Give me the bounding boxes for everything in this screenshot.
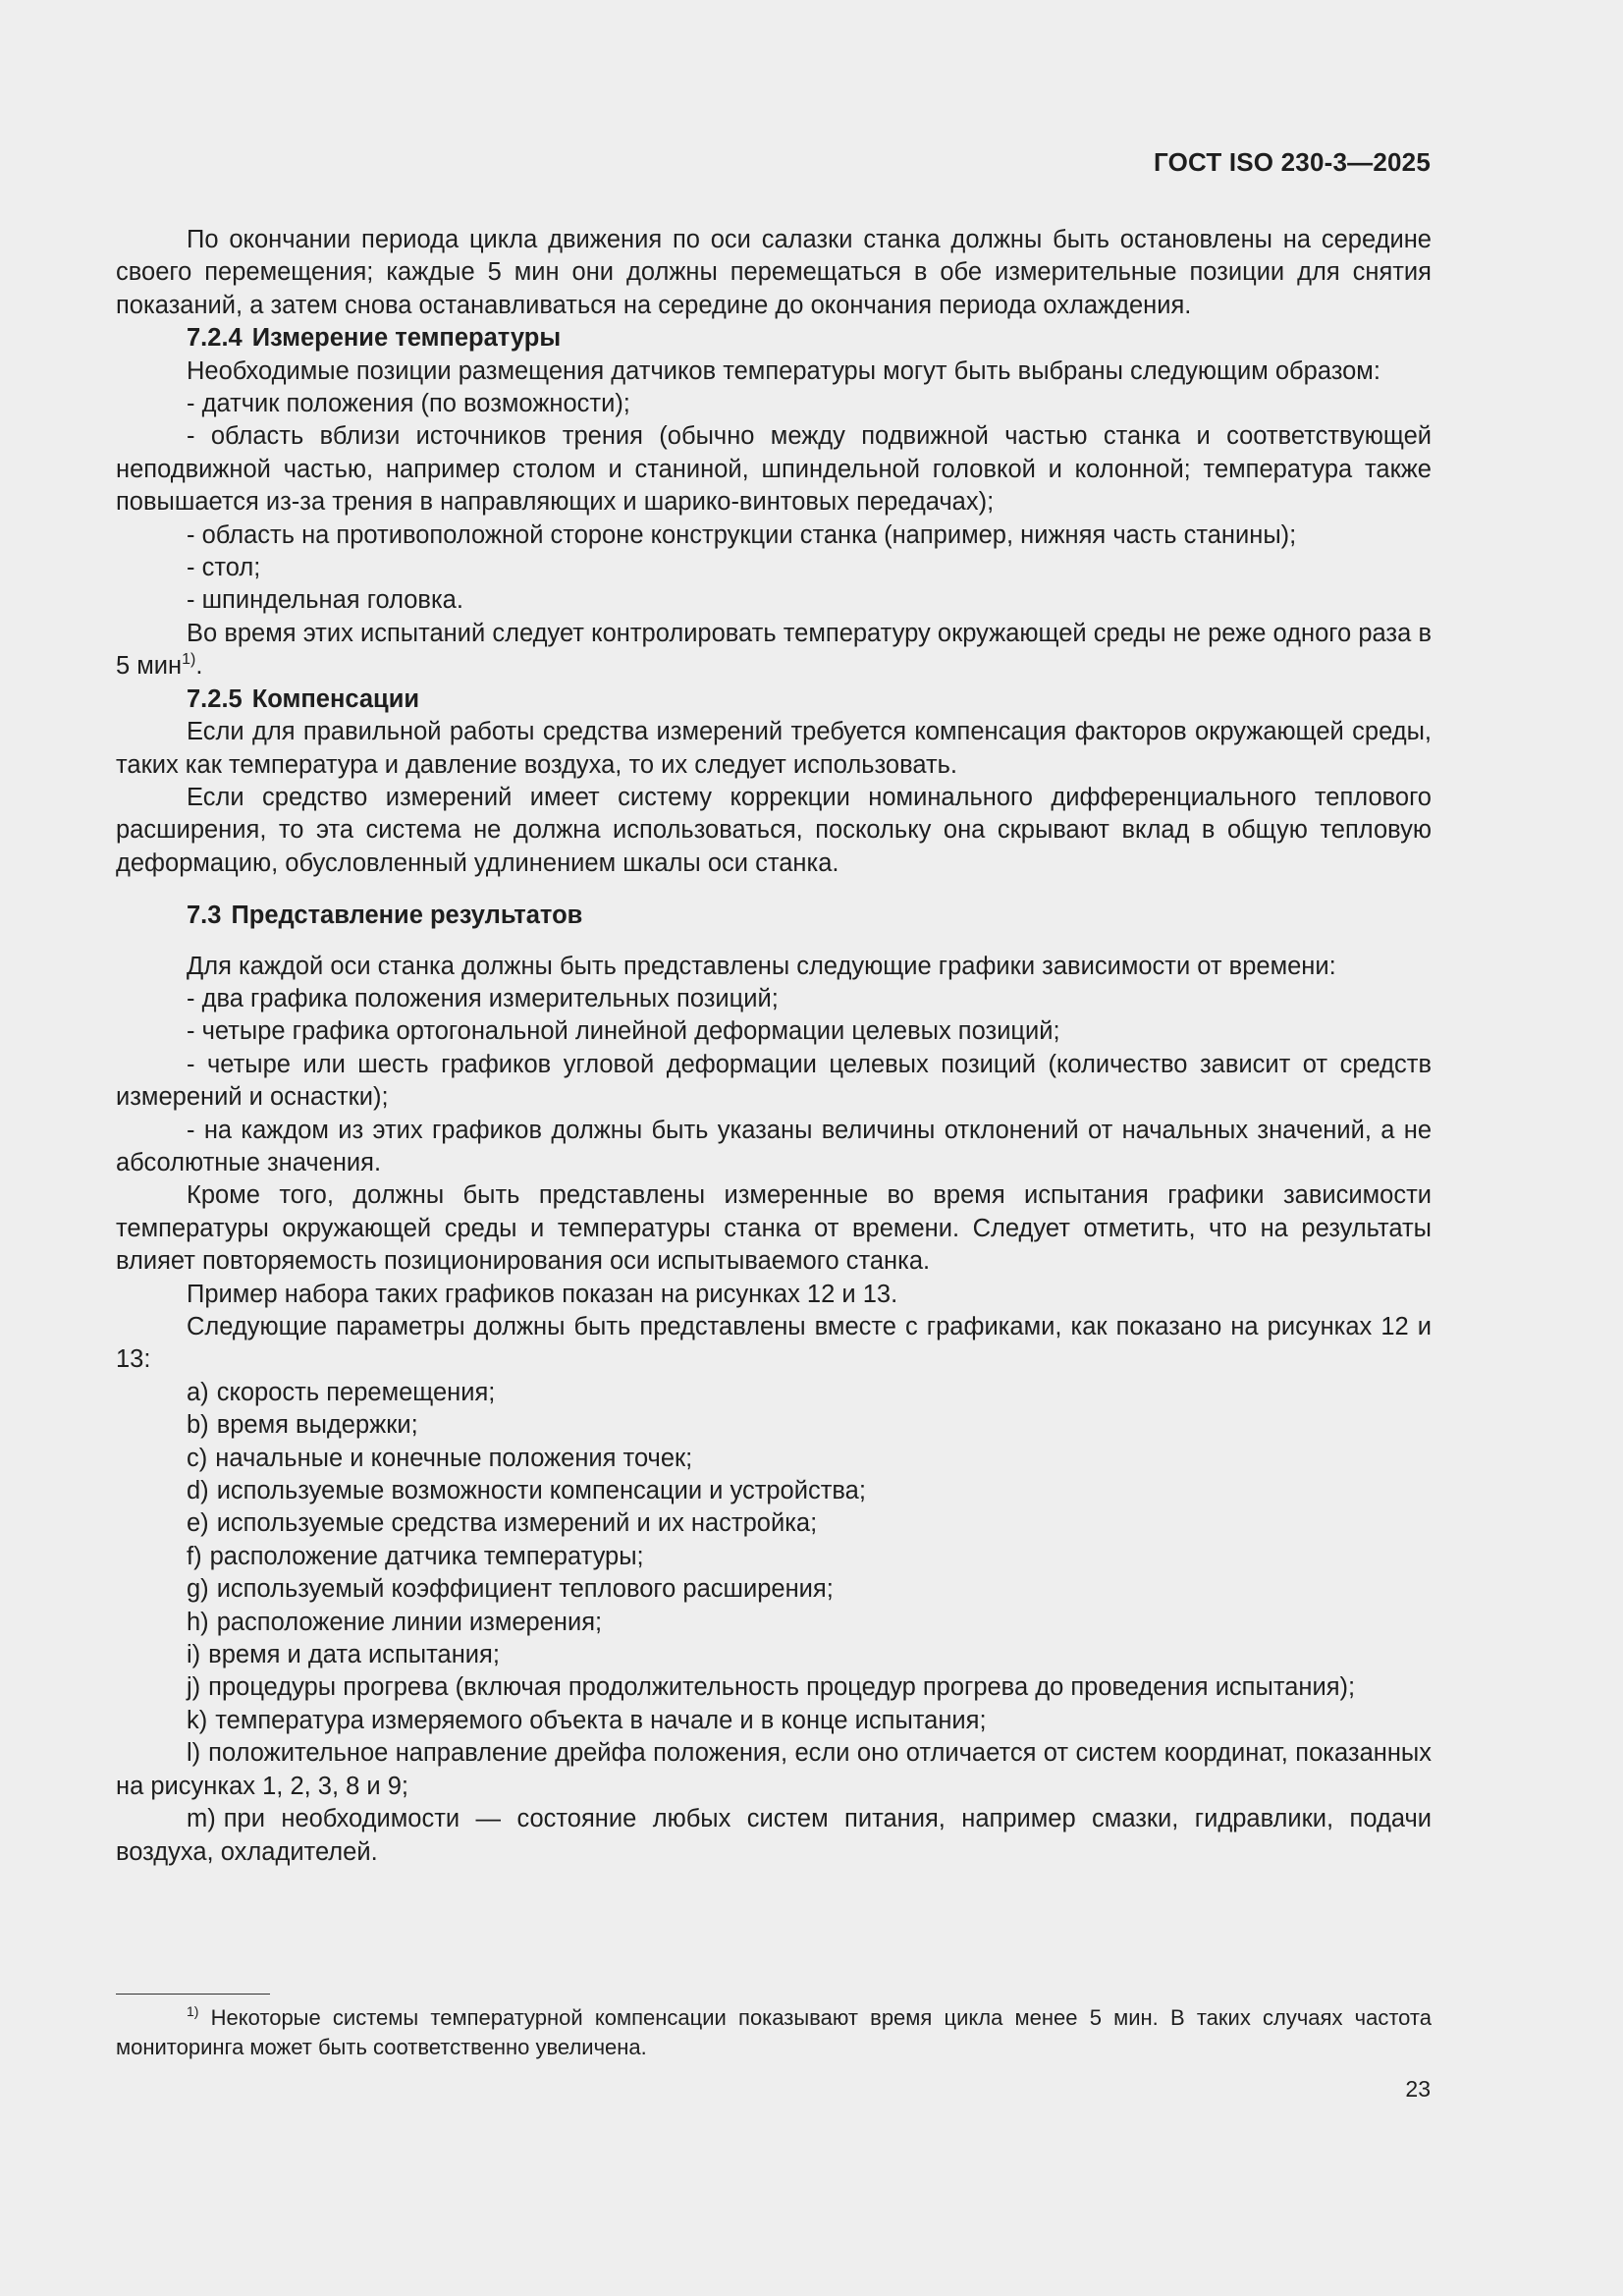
list-item: - четыре или шесть графиков угловой деформации целевых позиций (количество зависит от средств измерений и оснастки); <box>116 1050 1432 1112</box>
param-item <box>116 1573 1432 1606</box>
param-item <box>116 1443 1432 1475</box>
footnote-ref[interactable]: 1) <box>182 651 196 669</box>
param-text: температура измеряемого объекта в начале и в конце испытания; <box>215 1706 987 1734</box>
footnote-text: Некоторые системы температурной компенсации показывают время цикла менее 5 мин. В таких случаях частота мониторинга может быть соответственно увеличена. <box>116 2005 1432 2059</box>
paragraph-params-intro: Следующие параметры должны быть представлены вместе с графиками, как показано на рисунках 12 и 13: <box>116 1313 1432 1374</box>
paragraph-graphs-intro: Для каждой оси станка должны быть представлены следующие графики зависимости от времени: <box>187 952 1336 980</box>
footnote-marker: 1) <box>187 2003 199 2019</box>
param-text: положительное направление дрейфа положения, если оно отличается от систем координат, показанных на рисунках 1, 2, 3, 8 и 9; <box>116 1739 1432 1800</box>
param-marker: c) <box>187 1444 208 1472</box>
param-item <box>116 1409 1432 1442</box>
section-heading-7-2-4 <box>116 322 1432 355</box>
param-item <box>116 1607 1432 1639</box>
footnote-divider <box>116 1994 270 1995</box>
list-item: - датчик положения (по возможности); <box>187 390 630 418</box>
param-item <box>116 1541 1432 1573</box>
param-text: время и дата испытания; <box>208 1641 500 1669</box>
param-item <box>116 1737 1432 1803</box>
param-marker: a) <box>187 1378 209 1406</box>
paragraph-positions-intro: Необходимые позиции размещения датчиков температуры могут быть выбраны следующим образом: <box>187 356 1380 385</box>
page-number: 23 <box>1405 2076 1431 2102</box>
section-title: Компенсации <box>251 684 420 713</box>
main-text <box>116 224 1432 1869</box>
param-marker: i) <box>187 1641 201 1669</box>
param-marker: g) <box>187 1575 209 1604</box>
param-text: начальные и конечные положения точек; <box>215 1444 693 1472</box>
list-item: - стол; <box>187 554 261 582</box>
paragraph-monitor-end: . <box>195 652 203 681</box>
paragraph-compensation-1: Если для правильной работы средства измерений требуется компенсация факторов окружающей среды, таких как температура и давление воздуха, то их следует использовать. <box>116 718 1432 779</box>
param-marker: f) <box>187 1542 202 1570</box>
param-text: время выдержки; <box>216 1411 418 1440</box>
param-item <box>116 1475 1432 1507</box>
param-marker: d) <box>187 1477 209 1505</box>
param-marker: e) <box>187 1509 209 1538</box>
param-text: используемые возможности компенсации и устройства; <box>216 1477 866 1505</box>
paragraph-example: Пример набора таких графиков показан на рисунках 12 и 13. <box>187 1280 898 1308</box>
param-marker: j) <box>187 1673 201 1702</box>
section-title: Представление результатов <box>231 902 583 930</box>
param-marker: l) <box>187 1739 201 1768</box>
document-header-id: ГОСТ ISO 230-3—2025 <box>1153 147 1431 177</box>
param-marker: b) <box>187 1411 209 1440</box>
list-item: - два графика положения измерительных позиций; <box>187 984 779 1012</box>
param-item <box>116 1803 1432 1869</box>
paragraph-monitor-text: Во время этих испытаний следует контролировать температуру окружающей среды не реже одного раза в 5 мин <box>116 619 1432 681</box>
param-text: расположение датчика температуры; <box>209 1542 644 1570</box>
section-number: 7.3 <box>187 902 222 930</box>
param-text: при необходимости — состояние любых систем питания, например смазки, гидравлики, подачи воздуха, охладителей. <box>116 1805 1432 1866</box>
section-number: 7.2.4 <box>187 324 243 353</box>
section-heading-7-3 <box>116 900 1432 932</box>
param-text: используемый коэффициент теплового расширения; <box>216 1575 834 1604</box>
param-marker: m) <box>187 1805 216 1833</box>
param-item <box>116 1671 1432 1704</box>
param-marker: k) <box>187 1706 208 1734</box>
footnote <box>116 2003 1432 2062</box>
param-text: процедуры прогрева (включая продолжительность процедур прогрева до проведения испытания); <box>208 1673 1356 1702</box>
param-item <box>116 1507 1432 1540</box>
paragraph-compensation-2: Если средство измерений имеет систему коррекции номинального дифференциального теплового расширения, то эта система не должна использоваться, поскольку она скрывают вклад в общую тепловую деформацию, обусловленный удлинением шкалы оси станка. <box>116 783 1432 877</box>
list-item: - область вблизи источников трения (обычно между подвижной частью станка и соответствующей неподвижной частью, например столом и станиной, шпиндельной головкой и колонной; температура также повышается из-за трения в направляющих и шарико-винтовых передачах); <box>116 422 1432 517</box>
list-item: - шпиндельная головка. <box>187 586 463 615</box>
list-item: - четыре графика ортогональной линейной деформации целевых позиций; <box>187 1017 1060 1046</box>
param-item <box>116 1377 1432 1409</box>
section-title: Измерение температуры <box>251 324 562 353</box>
param-item <box>116 1705 1432 1737</box>
section-number: 7.2.5 <box>187 684 243 713</box>
param-text: скорость перемещения; <box>216 1378 496 1406</box>
list-item: - на каждом из этих графиков должны быть указаны величины отклонений от начальных значений, а не абсолютные значения. <box>116 1116 1432 1176</box>
list-item: - область на противоположной стороне конструкции станка (например, нижняя часть станины); <box>187 520 1297 549</box>
param-marker: h) <box>187 1608 209 1636</box>
section-heading-7-2-5 <box>116 683 1432 716</box>
param-item <box>116 1639 1432 1671</box>
paragraph-cycle: По окончании периода цикла движения по оси салазки станка должны быть остановлены на середине своего перемещения; каждые 5 мин они должны перемещаться в обе измерительные позиции для снятия показаний, а затем снова останавливаться на середине до окончания периода охлаждения. <box>116 226 1432 319</box>
paragraph-also: Кроме того, должны быть представлены измеренные во время испытания графики зависимости температуры окружающей среды и температуры станка от времени. Следует отметить, что на результаты влияет повторяемость позиционирования оси испытываемого станка. <box>116 1181 1432 1276</box>
param-text: расположение линии измерения; <box>216 1608 603 1636</box>
paragraph-monitor <box>116 618 1432 683</box>
param-text: используемые средства измерений и их настройка; <box>216 1509 818 1538</box>
